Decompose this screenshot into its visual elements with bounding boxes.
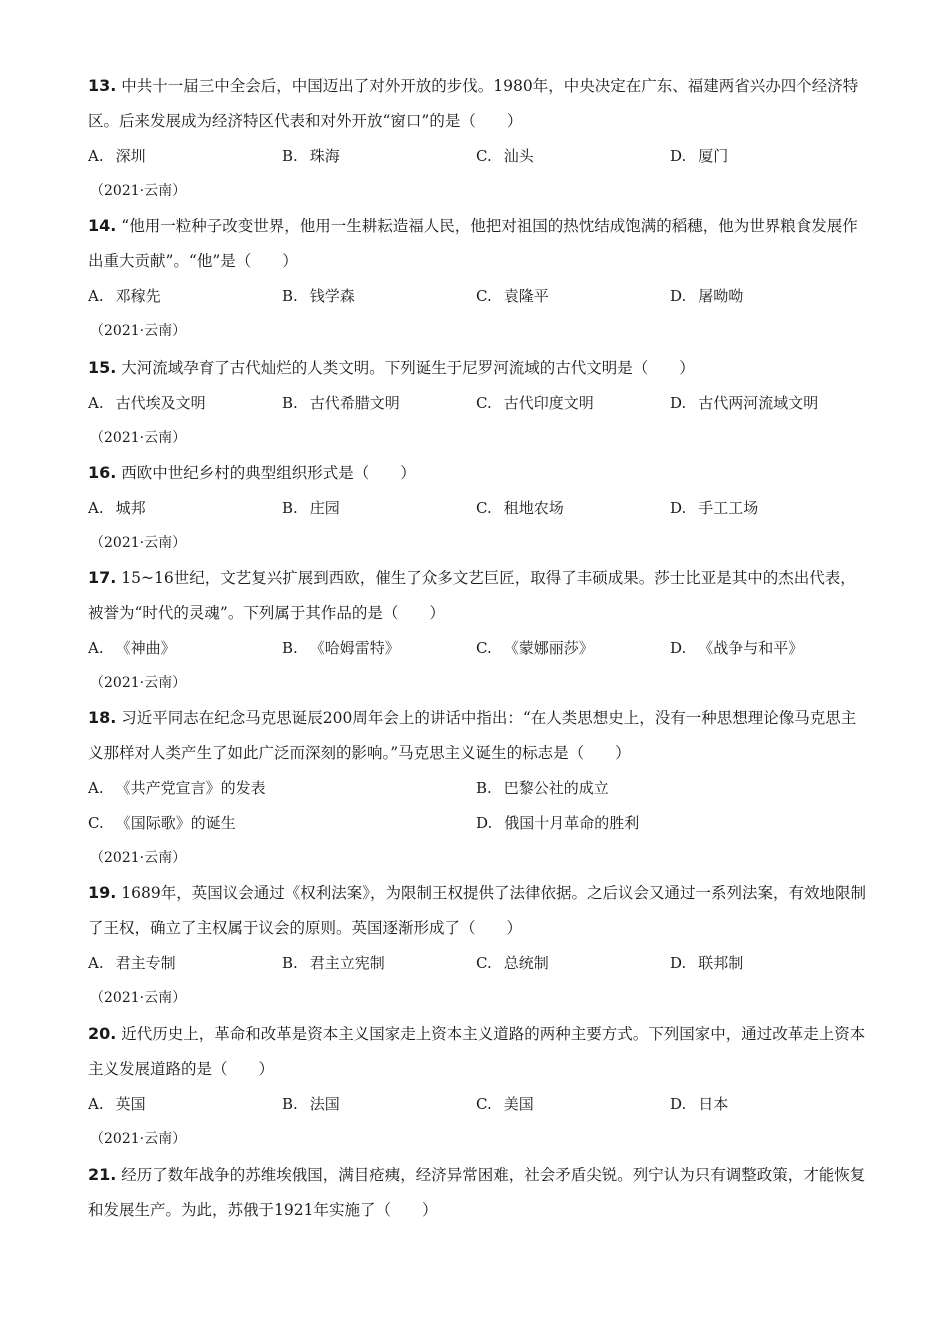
option-c[interactable] — [476, 139, 534, 174]
option-letter: C. — [88, 814, 104, 832]
option-text: 《国际歌》的诞生 — [115, 814, 236, 832]
option-a[interactable] — [88, 386, 206, 421]
question-stem — [88, 700, 868, 771]
option-d[interactable] — [476, 806, 639, 841]
option-letter: B. — [282, 639, 298, 657]
option-d[interactable] — [670, 631, 803, 666]
option-text: 古代两河流域文明 — [698, 394, 819, 412]
question-number: 15. — [88, 358, 117, 377]
question-source: （2021·云南） — [90, 430, 187, 446]
option-letter: A. — [88, 779, 104, 797]
option-letter: B. — [282, 954, 298, 972]
question-18 — [88, 700, 868, 876]
option-letter: D. — [670, 147, 687, 165]
option-b[interactable] — [282, 279, 355, 314]
question-text: 经历了数年战争的苏维埃俄国，满目疮痍，经济异常困难，社会矛盾尖锐。列宁认为只有调整政策，才能恢复和发展生产。为此，苏俄于1921年实施了（ ） — [88, 1166, 866, 1219]
question-stem — [88, 350, 868, 386]
question-stem — [88, 208, 868, 279]
option-letter: C. — [476, 147, 492, 165]
option-text: 古代印度文明 — [503, 394, 594, 412]
option-text: 君主立宪制 — [309, 954, 385, 972]
question-number: 19. — [88, 883, 117, 902]
option-text: 法国 — [309, 1095, 340, 1113]
option-a[interactable] — [88, 1087, 146, 1122]
option-c[interactable] — [476, 631, 594, 666]
question-19 — [88, 875, 868, 1016]
question-stem — [88, 875, 868, 946]
question-source: （2021·云南） — [90, 850, 187, 866]
option-d[interactable] — [670, 1087, 728, 1122]
option-text: 《战争与和平》 — [698, 639, 804, 657]
question-20 — [88, 1016, 868, 1157]
option-text: 美国 — [503, 1095, 534, 1113]
option-b[interactable] — [476, 771, 609, 806]
question-13 — [88, 68, 868, 209]
option-text: 巴黎公社的成立 — [503, 779, 609, 797]
question-text: 1689年，英国议会通过《权利法案》，为限制王权提供了法律依据。之后议会又通过一系列法案，有效地限制了王权，确立了主权属于议会的原则。英国逐渐形成了（ ） — [88, 884, 866, 937]
options-row — [88, 806, 868, 841]
question-source: （2021·云南） — [90, 323, 187, 339]
option-b[interactable] — [282, 631, 400, 666]
option-text: 君主专制 — [115, 954, 176, 972]
question-17 — [88, 560, 868, 701]
option-text: 租地农场 — [503, 499, 564, 517]
option-d[interactable] — [670, 491, 758, 526]
option-letter: B. — [282, 287, 298, 305]
option-c[interactable] — [88, 806, 236, 841]
option-text: 庄园 — [309, 499, 340, 517]
options-row — [88, 279, 868, 314]
option-letter: A. — [88, 394, 104, 412]
question-number: 14. — [88, 216, 117, 235]
option-letter: C. — [476, 499, 492, 517]
question-stem — [88, 1016, 868, 1087]
option-b[interactable] — [282, 946, 385, 981]
option-d[interactable] — [670, 279, 743, 314]
option-a[interactable] — [88, 279, 161, 314]
option-letter: D. — [670, 287, 687, 305]
question-source: （2021·云南） — [90, 675, 187, 691]
option-letter: B. — [282, 1095, 298, 1113]
option-letter: B. — [282, 394, 298, 412]
option-letter: A. — [88, 499, 104, 517]
option-letter: D. — [670, 394, 687, 412]
question-stem — [88, 560, 868, 631]
question-text: 大河流域孕育了古代灿烂的人类文明。下列诞生于尼罗河流域的古代文明是（ ） — [121, 359, 695, 377]
option-text: 屠呦呦 — [698, 287, 744, 305]
option-text: 邓稼先 — [115, 287, 161, 305]
option-text: 手工工场 — [698, 499, 759, 517]
option-text: 汕头 — [503, 147, 534, 165]
question-stem — [88, 68, 868, 139]
options-row — [88, 946, 868, 981]
option-text: 钱学森 — [309, 287, 355, 305]
option-c[interactable] — [476, 386, 594, 421]
option-letter: C. — [476, 954, 492, 972]
question-number: 18. — [88, 708, 117, 727]
question-source: （2021·云南） — [90, 535, 187, 551]
question-stem — [88, 1157, 868, 1228]
option-b[interactable] — [282, 1087, 340, 1122]
option-text: 英国 — [115, 1095, 146, 1113]
question-number: 13. — [88, 76, 117, 95]
option-text: 联邦制 — [698, 954, 744, 972]
question-source: （2021·云南） — [90, 183, 187, 199]
option-letter: D. — [670, 1095, 687, 1113]
option-a[interactable] — [88, 139, 146, 174]
question-stem — [88, 455, 868, 491]
option-letter: A. — [88, 954, 104, 972]
option-text: 城邦 — [115, 499, 146, 517]
option-text: 日本 — [698, 1095, 729, 1113]
question-number: 20. — [88, 1024, 117, 1043]
option-letter: A. — [88, 1095, 104, 1113]
option-text: 总统制 — [503, 954, 549, 972]
option-a[interactable] — [88, 771, 266, 806]
option-letter: A. — [88, 287, 104, 305]
option-c[interactable] — [476, 1087, 534, 1122]
option-text: 《蒙娜丽莎》 — [503, 639, 594, 657]
option-a[interactable] — [88, 631, 176, 666]
option-b[interactable] — [282, 139, 340, 174]
option-letter: C. — [476, 394, 492, 412]
question-source: （2021·云南） — [90, 990, 187, 1006]
question-16 — [88, 455, 868, 561]
question-text: 中共十一届三中全会后，中国迈出了对外开放的步伐。1980年，中央决定在广东、福建两省兴办四个经济特区。后来发展成为经济特区代表和对外开放“窗口”的是（ ） — [88, 77, 859, 130]
option-c[interactable] — [476, 491, 564, 526]
option-letter: C. — [476, 639, 492, 657]
option-text: 厦门 — [698, 147, 729, 165]
option-letter: C. — [476, 287, 492, 305]
question-number: 16. — [88, 463, 117, 482]
option-text: 袁隆平 — [503, 287, 549, 305]
option-letter: D. — [670, 954, 687, 972]
question-15 — [88, 350, 868, 456]
option-letter: A. — [88, 639, 104, 657]
options-row — [88, 139, 868, 174]
question-14 — [88, 208, 868, 349]
option-letter: D. — [476, 814, 493, 832]
question-number: 17. — [88, 568, 117, 587]
question-text: “他用一粒种子改变世界，他用一生耕耘造福人民，他把对祖国的热忱结成饱满的稻穗，他为世界粮食发展作出重大贡献”。“他”是（ ） — [88, 217, 858, 270]
option-a[interactable] — [88, 491, 146, 526]
question-text: 西欧中世纪乡村的典型组织形式是（ ） — [121, 464, 416, 482]
option-text: 古代希腊文明 — [309, 394, 400, 412]
question-source: （2021·云南） — [90, 1131, 187, 1147]
option-text: 《哈姆雷特》 — [309, 639, 400, 657]
options-row — [88, 1087, 868, 1122]
option-a[interactable] — [88, 946, 176, 981]
option-letter: B. — [282, 499, 298, 517]
option-c[interactable] — [476, 946, 549, 981]
options-row — [88, 386, 868, 421]
option-b[interactable] — [282, 491, 340, 526]
option-b[interactable] — [282, 386, 400, 421]
option-d[interactable] — [670, 139, 728, 174]
question-text: 近代历史上，革命和改革是资本主义国家走上资本主义道路的两种主要方式。下列国家中，通过改革走上资本主义发展道路的是（ ） — [88, 1025, 866, 1078]
option-d[interactable] — [670, 386, 818, 421]
question-number: 21. — [88, 1165, 117, 1184]
question-text: 15~16世纪，文艺复兴扩展到西欧，催生了众多文艺巨匠，取得了丰硕成果。莎士比亚是其中的杰出代表，被誉为“时代的灵魂”。下列属于其作品的是（ ） — [88, 569, 856, 622]
options-row — [88, 631, 868, 666]
option-letter: B. — [476, 779, 492, 797]
question-21 — [88, 1157, 868, 1228]
option-text: 《神曲》 — [115, 639, 176, 657]
options-row — [88, 771, 868, 806]
option-letter: D. — [670, 499, 687, 517]
question-text: 习近平同志在纪念马克思诞辰200周年会上的讲话中指出：“在人类思想史上，没有一种思想理论像马克思主义那样对人类产生了如此广泛而深刻的影响。”马克思主义诞生的标志是（ ） — [88, 709, 857, 762]
options-row — [88, 491, 868, 526]
option-d[interactable] — [670, 946, 743, 981]
option-letter: C. — [476, 1095, 492, 1113]
option-text: 古代埃及文明 — [115, 394, 206, 412]
option-letter: B. — [282, 147, 298, 165]
option-letter: A. — [88, 147, 104, 165]
option-text: 俄国十月革命的胜利 — [504, 814, 640, 832]
option-c[interactable] — [476, 279, 549, 314]
option-letter: D. — [670, 639, 687, 657]
option-text: 珠海 — [309, 147, 340, 165]
option-text: 《共产党宣言》的发表 — [115, 779, 266, 797]
option-text: 深圳 — [115, 147, 146, 165]
